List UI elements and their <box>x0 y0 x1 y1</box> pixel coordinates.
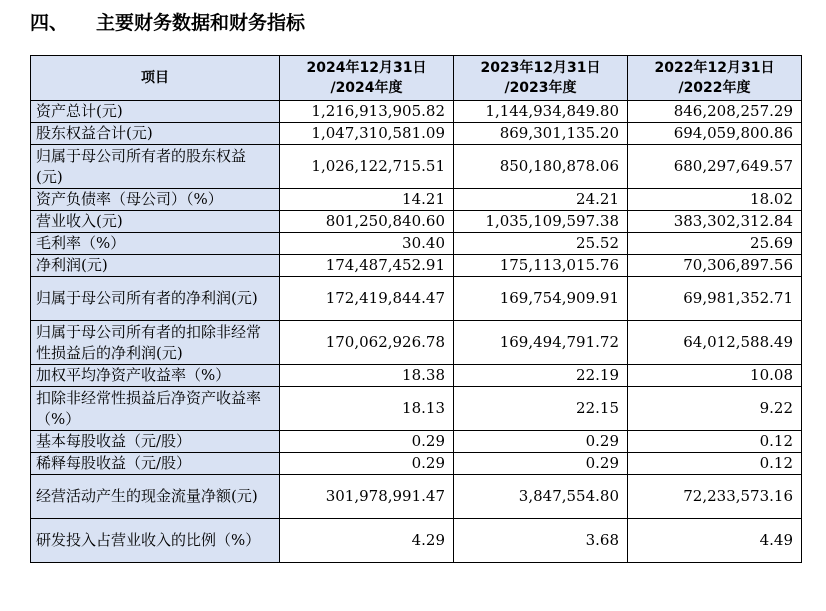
table-row <box>31 453 802 475</box>
table-row <box>31 255 802 277</box>
row-label: 基本每股收益（元/股） <box>31 431 280 453</box>
table-row <box>31 365 802 387</box>
table-row <box>31 519 802 563</box>
value-2023: 22.15 <box>454 387 628 431</box>
value-2024: 1,026,122,715.51 <box>280 145 454 189</box>
value-2022: 9.22 <box>628 387 802 431</box>
value-2022: 18.02 <box>628 189 802 211</box>
row-label: 股东权益合计(元) <box>31 123 280 145</box>
value-2022: 4.49 <box>628 519 802 563</box>
value-2023: 869,301,135.20 <box>454 123 628 145</box>
table-row <box>31 475 802 519</box>
column-header-2022: 2022年12月31日 /2022年度 <box>628 56 802 101</box>
row-label: 加权平均净资产收益率（%） <box>31 365 280 387</box>
table-row <box>31 101 802 123</box>
column-header-2024: 2024年12月31日 /2024年度 <box>280 56 454 101</box>
value-2024: 1,216,913,905.82 <box>280 101 454 123</box>
section-title: 主要财务数据和财务指标 <box>96 12 306 34</box>
value-2022: 0.12 <box>628 431 802 453</box>
row-label: 净利润(元) <box>31 255 280 277</box>
table-row <box>31 387 802 431</box>
value-2022: 64,012,588.49 <box>628 321 802 365</box>
value-2024: 18.38 <box>280 365 454 387</box>
value-2022: 846,208,257.29 <box>628 101 802 123</box>
table-row <box>31 211 802 233</box>
value-2023: 24.21 <box>454 189 628 211</box>
table-row <box>31 145 802 189</box>
value-2023: 1,144,934,849.80 <box>454 101 628 123</box>
row-label: 扣除非经常性损益后净资产收益率（%） <box>31 387 280 431</box>
table-row <box>31 189 802 211</box>
table-body <box>31 101 802 563</box>
value-2024: 30.40 <box>280 233 454 255</box>
value-2022: 680,297,649.57 <box>628 145 802 189</box>
value-2022: 25.69 <box>628 233 802 255</box>
value-2022: 383,302,312.84 <box>628 211 802 233</box>
table-row <box>31 321 802 365</box>
value-2022: 69,981,352.71 <box>628 277 802 321</box>
value-2022: 0.12 <box>628 453 802 475</box>
value-2024: 0.29 <box>280 431 454 453</box>
value-2023: 850,180,878.06 <box>454 145 628 189</box>
row-label: 资产总计(元) <box>31 101 280 123</box>
value-2024: 14.21 <box>280 189 454 211</box>
column-header-2023: 2023年12月31日 /2023年度 <box>454 56 628 101</box>
table-header-row <box>31 56 802 101</box>
value-2022: 10.08 <box>628 365 802 387</box>
value-2024: 174,487,452.91 <box>280 255 454 277</box>
row-label: 稀释每股收益（元/股） <box>31 453 280 475</box>
row-label: 归属于母公司所有者的股东权益(元) <box>31 145 280 189</box>
value-2023: 169,494,791.72 <box>454 321 628 365</box>
value-2023: 0.29 <box>454 453 628 475</box>
value-2022: 72,233,573.16 <box>628 475 802 519</box>
value-2024: 170,062,926.78 <box>280 321 454 365</box>
row-label: 归属于母公司所有者的净利润(元) <box>31 277 280 321</box>
value-2024: 801,250,840.60 <box>280 211 454 233</box>
financial-data-table <box>30 55 802 563</box>
value-2023: 25.52 <box>454 233 628 255</box>
table-row <box>31 233 802 255</box>
table-row <box>31 431 802 453</box>
value-2024: 301,978,991.47 <box>280 475 454 519</box>
value-2024: 4.29 <box>280 519 454 563</box>
value-2023: 175,113,015.76 <box>454 255 628 277</box>
row-label: 资产负债率（母公司）（%） <box>31 189 280 211</box>
row-label: 营业收入(元) <box>31 211 280 233</box>
section-number: 四、 <box>30 12 69 34</box>
value-2022: 70,306,897.56 <box>628 255 802 277</box>
value-2023: 0.29 <box>454 431 628 453</box>
value-2023: 3.68 <box>454 519 628 563</box>
column-header-item: 项目 <box>31 56 280 101</box>
row-label: 经营活动产生的现金流量净额(元) <box>31 475 280 519</box>
section-heading <box>30 8 305 35</box>
value-2024: 18.13 <box>280 387 454 431</box>
value-2024: 0.29 <box>280 453 454 475</box>
row-label: 毛利率（%） <box>31 233 280 255</box>
value-2024: 1,047,310,581.09 <box>280 123 454 145</box>
table-row <box>31 123 802 145</box>
table-row <box>31 277 802 321</box>
value-2024: 172,419,844.47 <box>280 277 454 321</box>
value-2022: 694,059,800.86 <box>628 123 802 145</box>
value-2023: 1,035,109,597.38 <box>454 211 628 233</box>
row-label: 研发投入占营业收入的比例（%） <box>31 519 280 563</box>
value-2023: 169,754,909.91 <box>454 277 628 321</box>
value-2023: 3,847,554.80 <box>454 475 628 519</box>
value-2023: 22.19 <box>454 365 628 387</box>
row-label: 归属于母公司所有者的扣除非经常性损益后的净利润(元) <box>31 321 280 365</box>
